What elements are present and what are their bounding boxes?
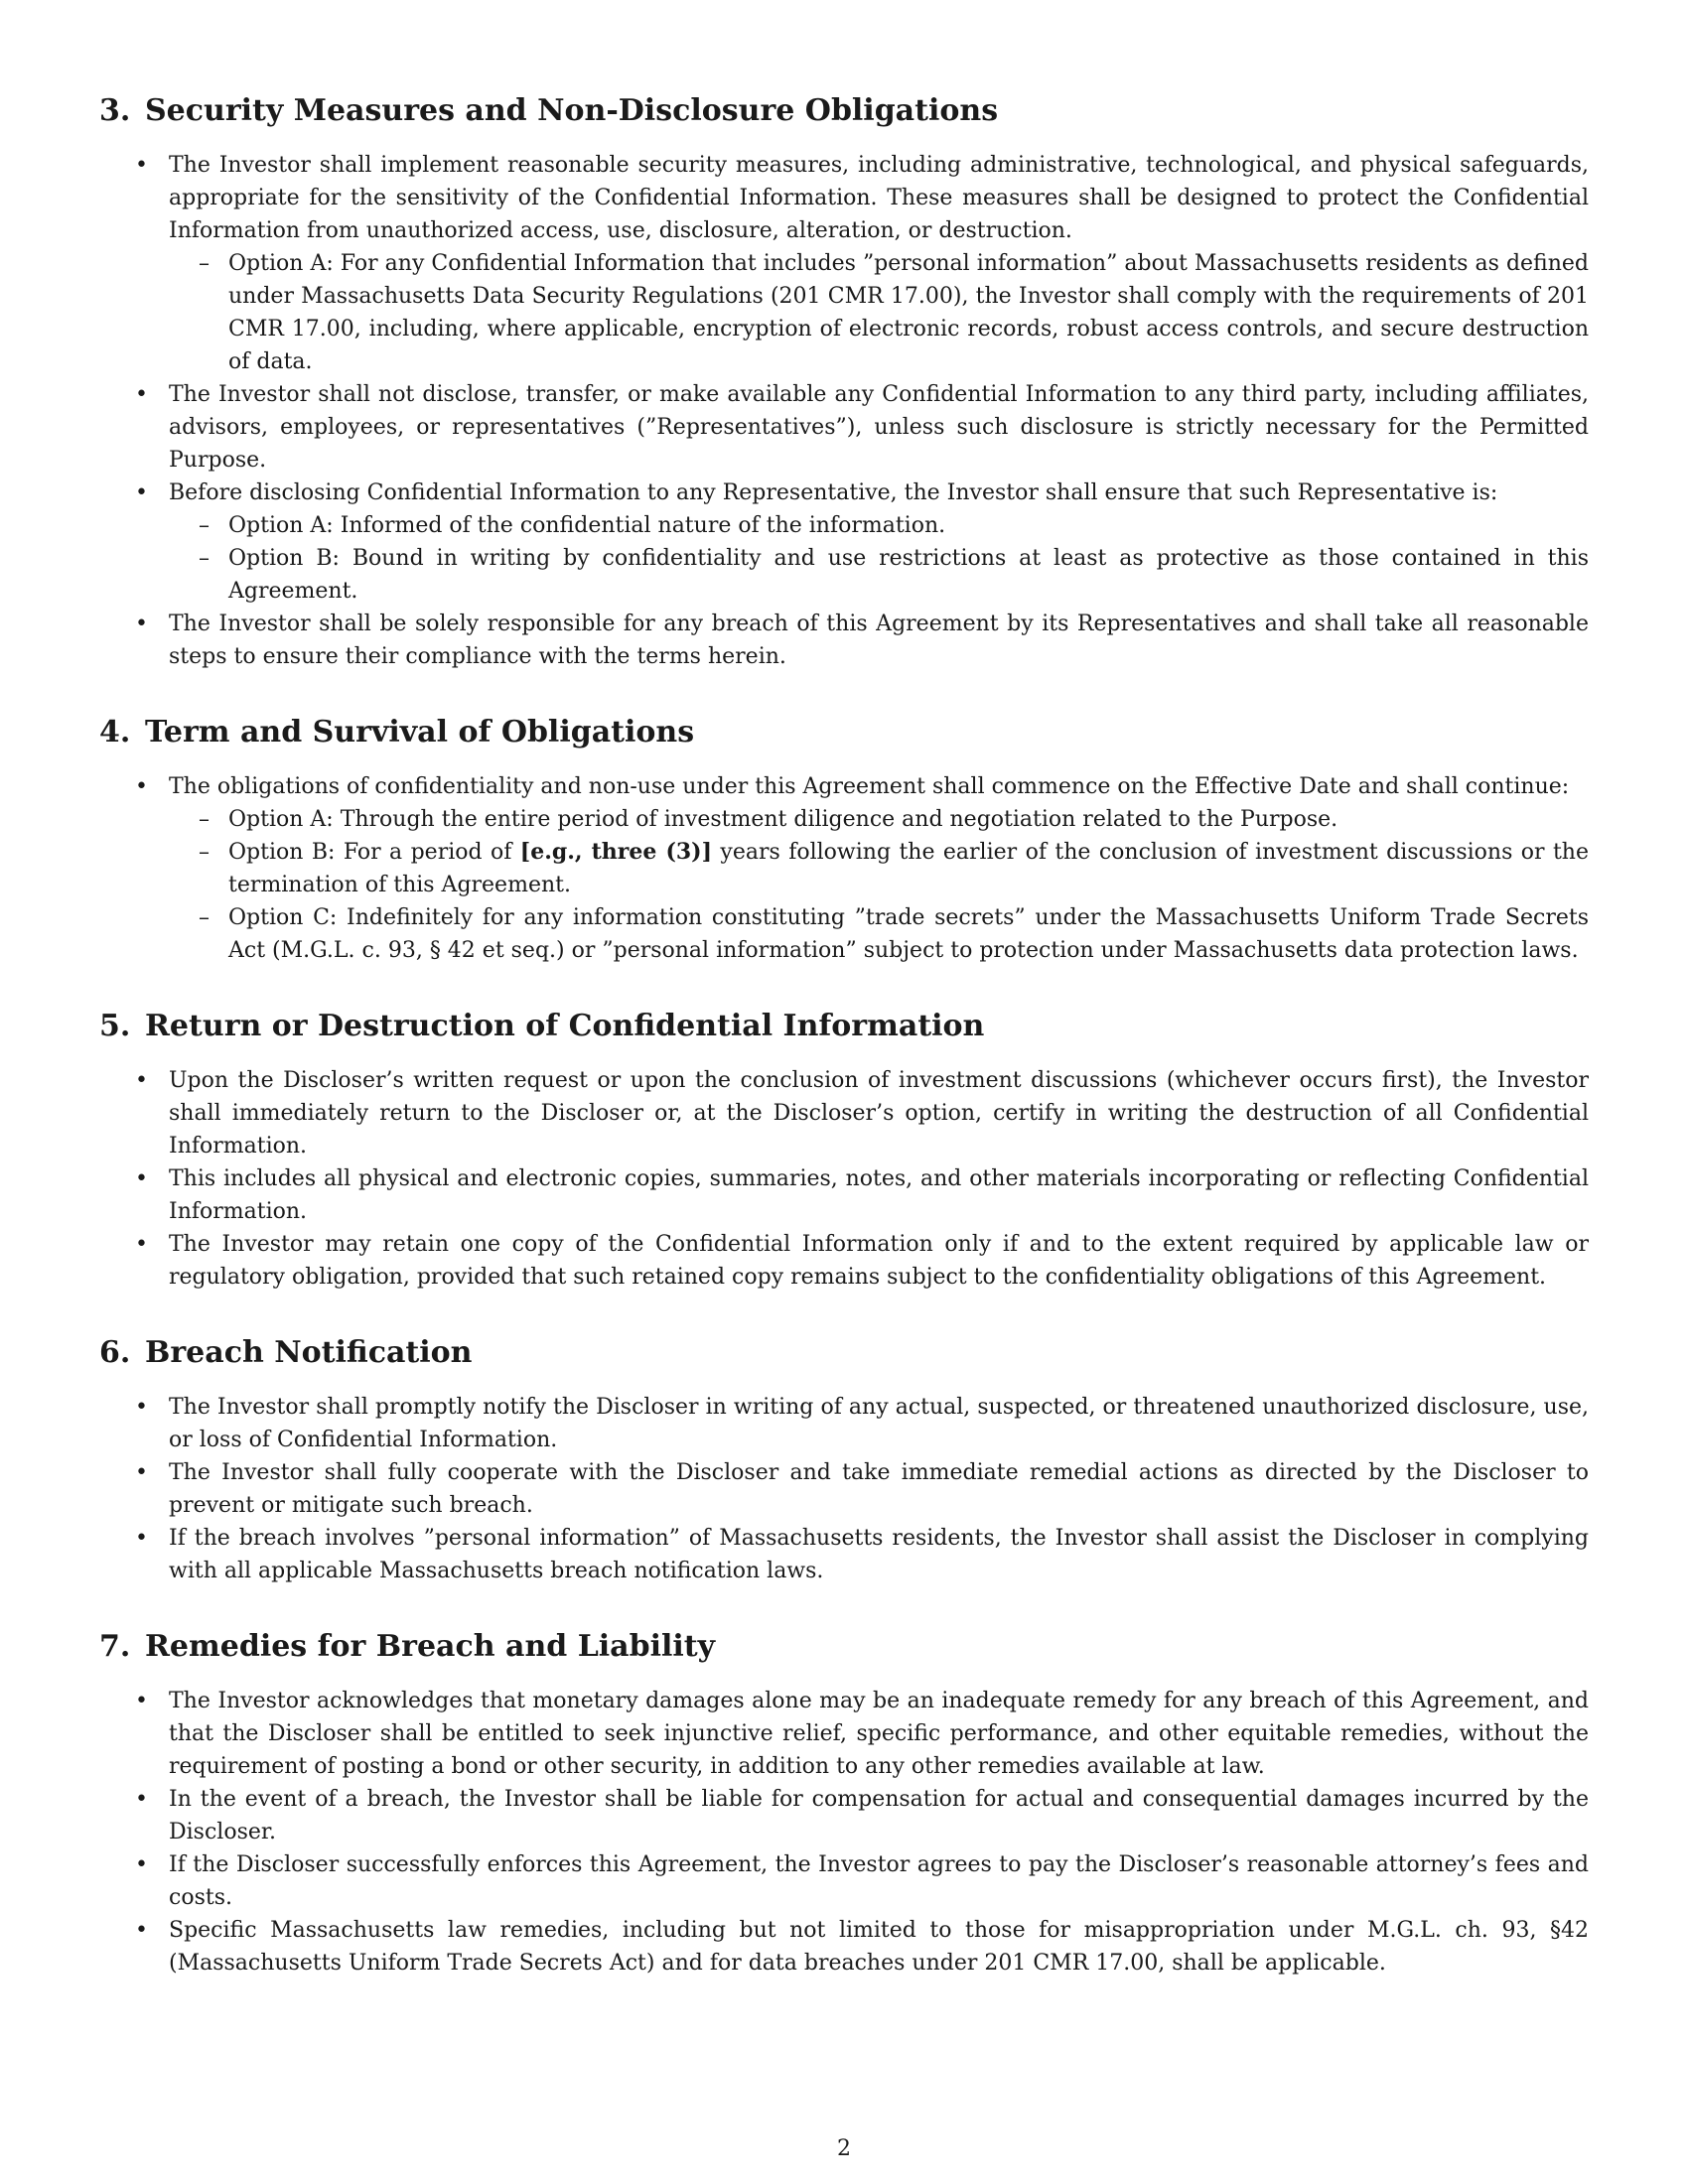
sub-list [169, 803, 1589, 967]
bullet-list [99, 1685, 1589, 1979]
bullet-text: The Investor acknowledges that monetary damages alone may be an inadequate remedy for any breach of this Agreement, and that the Discloser shall be entitled to seek injunctive relief, specific performance, and other equitable remedies, without the requirement of posting a bond or other security, in addition to any other remedies available at law. [169, 1689, 1589, 1779]
sub-list-item: – Option A: For any Confidential Information that includes ”personal information” about Massachusetts residents as defined under Massachusetts Data Security Regulations (201 CMR 17.00), the Investor shall comply with the requirements of 201 CMR 17.00, including, where applicable, encryption of electronic records, robust access controls, and secure destruction of data. [169, 247, 1589, 378]
bullet-text: The Investor shall promptly notify the Discloser in writing of any actual, suspected, or threatened unauthorized disclosure, use, or loss of Confidential Information. [169, 1395, 1589, 1452]
list-item [99, 1228, 1589, 1294]
section-heading [99, 1627, 1589, 1667]
section-heading [99, 1007, 1589, 1046]
bullet-text: If the Discloser successfully enforces this Agreement, the Investor agrees to pay the Discloser’s reasonable attorney’s fees and costs. [169, 1852, 1589, 1910]
section-number: 6. [99, 1335, 131, 1370]
bullet-list [99, 149, 1589, 673]
section-title: Breach Notification [145, 1335, 473, 1370]
bullet-text: The Investor shall not disclose, transfer, or make available any Confidential Information to any third party, including affiliates, advisors, employees, or representatives (”Representatives”), unless such disclosure is strictly necessary for the Permitted Purpose. [169, 382, 1589, 473]
list-item [99, 1685, 1589, 1783]
section-3 [99, 91, 1589, 673]
bullet-text: The Investor shall implement reasonable security measures, including administrative, technological, and physical safeguards, appropriate for the sensitivity of the Confidential Information. These measures shall be designed to protect the Confidential Information from unauthorized access, use, disclosure, alteration, or destruction. [169, 153, 1589, 243]
list-item [99, 1848, 1589, 1914]
sub-list [169, 509, 1589, 608]
section-number: 3. [99, 93, 131, 128]
list-item [99, 1783, 1589, 1848]
section-heading [99, 713, 1589, 752]
sub-list-item: – Option C: Indefinitely for any information constituting ”trade secrets” under the Massachusetts Uniform Trade Secrets Act (M.G.L. c. 93, § 42 et seq.) or ”personal information” subject to protection under Massachusetts data protection laws. [169, 901, 1589, 967]
section-title: Security Measures and Non-Disclosure Obligations [145, 93, 999, 128]
section-5 [99, 1007, 1589, 1294]
section-title: Return or Destruction of Confidential Information [145, 1009, 985, 1043]
sub-list-item: – Option A: Informed of the confidential nature of the information. [169, 509, 1589, 542]
sub-list-item: – Option B: Bound in writing by confidentiality and use restrictions at least as protective as those contained in this Agreement. [169, 542, 1589, 608]
section-7 [99, 1627, 1589, 1979]
sub-list-item: – Option A: Through the entire period of investment diligence and negotiation related to the Purpose. [169, 803, 1589, 836]
list-item [99, 1162, 1589, 1228]
section-title: Remedies for Breach and Liability [145, 1629, 716, 1664]
section-heading [99, 1333, 1589, 1373]
sub-list [169, 247, 1589, 378]
bullet-text: This includes all physical and electronic copies, summaries, notes, and other materials incorporating or reflecting Confidential Information. [169, 1166, 1589, 1224]
list-item [99, 1391, 1589, 1456]
section-number: 5. [99, 1009, 131, 1043]
bullet-text: The Investor may retain one copy of the Confidential Information only if and to the extent required by applicable law or regulatory obligation, provided that such retained copy remains subject to the confidentiality obligations of this Agreement. [169, 1232, 1589, 1290]
bullet-list [99, 770, 1589, 967]
bullet-text: In the event of a breach, the Investor shall be liable for compensation for actual and consequential damages incurred by the Discloser. [169, 1787, 1589, 1844]
document-page [99, 91, 1589, 2019]
list-item [99, 1456, 1589, 1522]
list-item [99, 1914, 1589, 1979]
section-number: 4. [99, 715, 131, 750]
list-item [99, 1064, 1589, 1162]
section-4 [99, 713, 1589, 967]
list-item [99, 770, 1589, 967]
section-6 [99, 1333, 1589, 1587]
option-b-text-rest: years following the earlier of the conclusion of investment discussions or the termination of this Agreement. [228, 840, 1589, 897]
list-item [99, 149, 1589, 378]
section-title: Term and Survival of Obligations [145, 715, 695, 750]
list-item [99, 1522, 1589, 1587]
section-number: 7. [99, 1629, 131, 1664]
bullet-text: If the breach involves ”personal information” of Massachusetts residents, the Investor shall assist the Discloser in complying with all applicable Massachusetts breach notification laws. [169, 1526, 1589, 1583]
bullet-text: Specific Massachusetts law remedies, including but not limited to those for misappropriation under M.G.L. ch. 93, §42 (Massachusetts Uniform Trade Secrets Act) and for data breaches under 201 CMR 17.00, shall be applicable. [169, 1918, 1589, 1976]
bullet-list [99, 1391, 1589, 1587]
placeholder-term: [e.g., three (3)] [519, 839, 713, 865]
bullet-text: Upon the Discloser’s written request or upon the conclusion of investment discussions (whichever occurs first), the Investor shall immediately return to the Discloser or, at the Discloser’s option, certify in writing the destruction of all Confidential Information. [169, 1068, 1589, 1159]
list-item [99, 477, 1589, 608]
bullet-text: The Investor shall be solely responsible for any breach of this Agreement by its Representatives and shall take all reasonable steps to ensure their compliance with the terms herein. [169, 612, 1589, 669]
list-item [99, 378, 1589, 477]
bullet-list [99, 1064, 1589, 1294]
bullet-text: Before disclosing Confidential Information to any Representative, the Investor shall ensure that such Representative is: [169, 480, 1498, 505]
sub-list-item-option-b [169, 836, 1589, 901]
bullet-text: The Investor shall fully cooperate with the Discloser and take immediate remedial actions as directed by the Discloser to prevent or mitigate such breach. [169, 1460, 1589, 1518]
section-heading [99, 91, 1589, 131]
list-item [99, 608, 1589, 673]
page-number: 2 [837, 2136, 851, 2161]
bullet-text: The obligations of confidentiality and non-use under this Agreement shall commence on the Effective Date and shall continue: [169, 774, 1570, 799]
option-b-text: Option B: For a period of [228, 840, 520, 865]
